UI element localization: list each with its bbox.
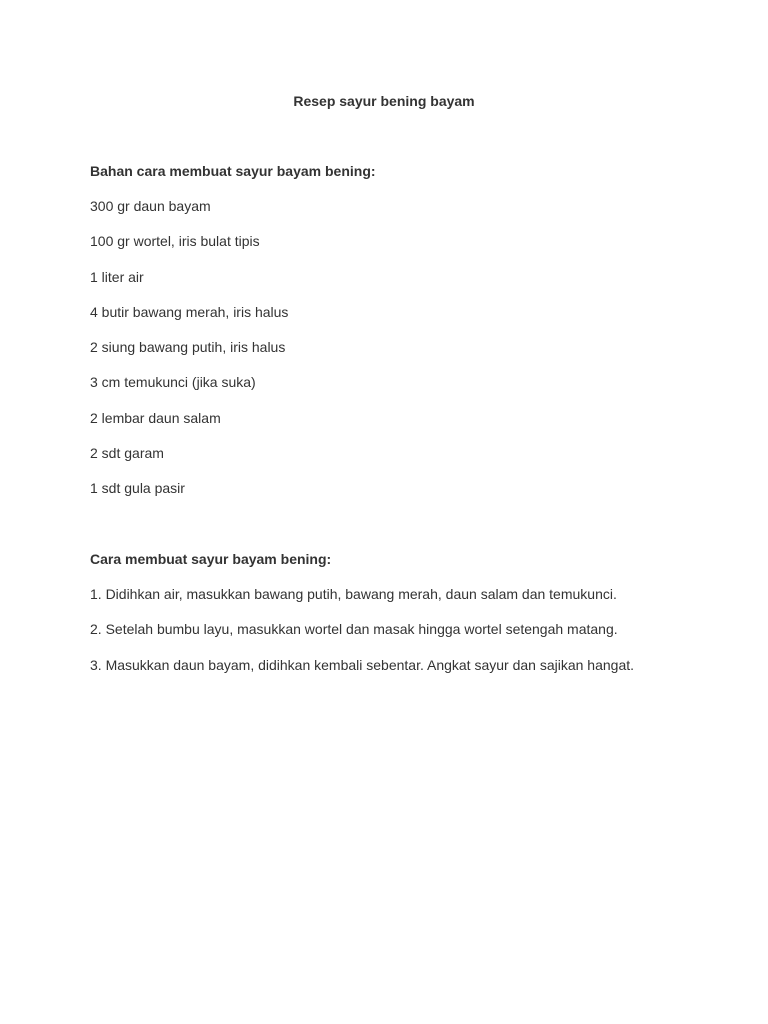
ingredient-item: 4 butir bawang merah, iris halus xyxy=(90,303,289,320)
steps-section xyxy=(90,550,710,691)
ingredient-item: 2 lembar daun salam xyxy=(90,409,221,426)
ingredient-item: 100 gr wortel, iris bulat tipis xyxy=(90,233,260,250)
ingredients-heading: Bahan cara membuat sayur bayam bening: xyxy=(90,163,376,179)
step-item: 2. Setelah bumbu layu, masukkan wortel dan masak hingga wortel setengah matang. xyxy=(90,621,618,638)
ingredient-item: 2 siung bawang putih, iris halus xyxy=(90,339,286,356)
step-item: 1. Didihkan air, masukkan bawang putih, bawang merah, daun salam dan temukunci. xyxy=(90,586,617,602)
ingredient-item: 1 sdt gula pasir xyxy=(90,480,185,497)
ingredient-item: 2 sdt garam xyxy=(90,445,164,462)
ingredients-section xyxy=(90,162,710,515)
ingredient-item: 1 liter air xyxy=(90,268,144,285)
ingredient-item: 3 cm temukunci (jika suka) xyxy=(90,374,256,391)
step-item: 3. Masukkan daun bayam, didihkan kembali sebentar. Angkat sayur dan sajikan hangat. xyxy=(90,656,635,673)
ingredient-item: 300 gr daun bayam xyxy=(90,198,211,214)
document-title: Resep sayur bening bayam xyxy=(293,93,475,109)
steps-heading: Cara membuat sayur bayam bening: xyxy=(90,551,332,567)
